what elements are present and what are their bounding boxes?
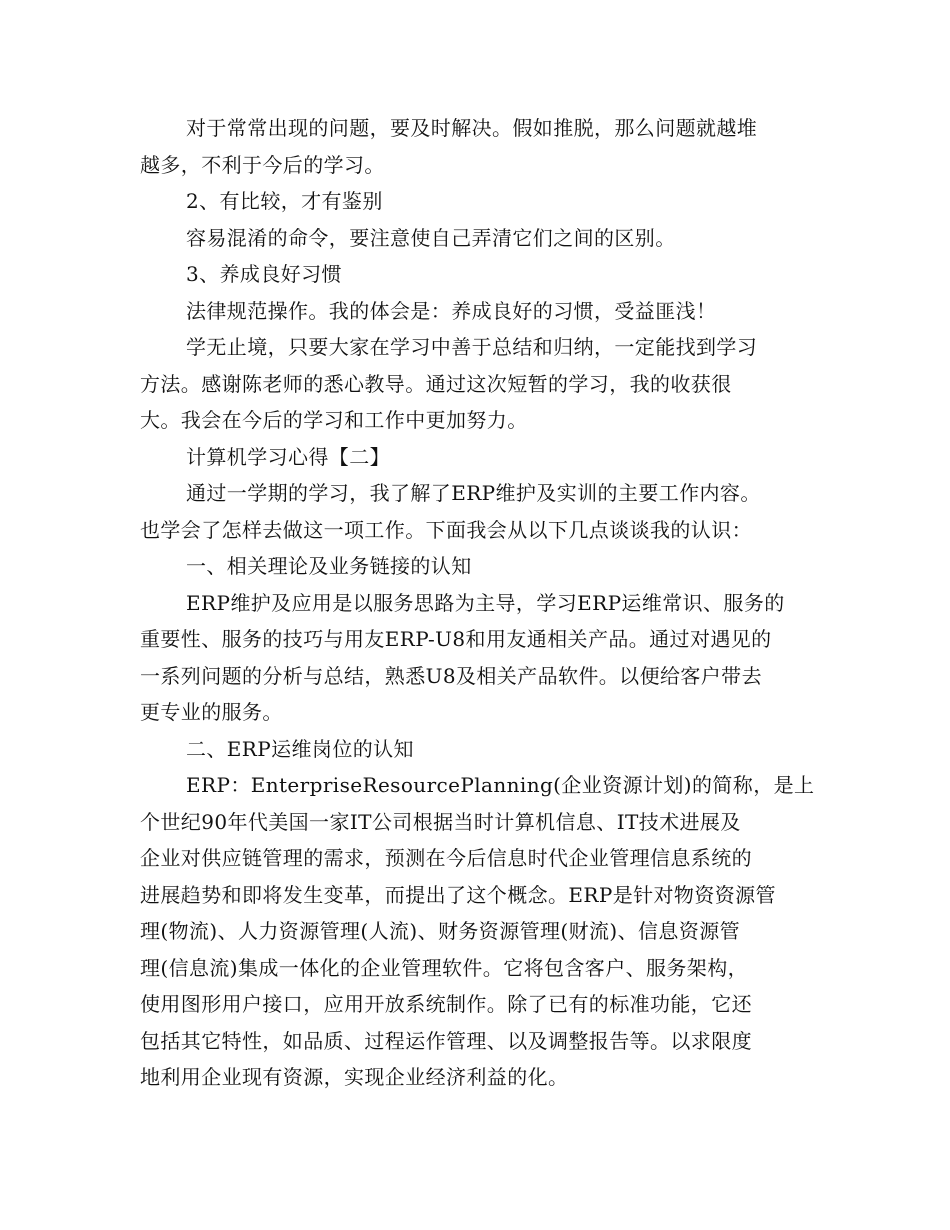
- text-line: 地利用企业现有资源，实现企业经济利益的化。: [140, 1065, 569, 1089]
- text-line: 进展趋势和即将发生变革，而提出了这个概念。ERP是针对物资资源管: [140, 882, 776, 907]
- paragraph: [140, 293, 810, 330]
- text-line: 3、养成良好习惯: [186, 262, 342, 286]
- text-line: 个世纪90年代美国一家IT公司根据当时计算机信息、IT技术进展及: [140, 809, 741, 834]
- text-line: 使用图形用户接口，应用开放系统制作。除了已有的标准功能，它还: [140, 992, 752, 1016]
- section-heading: [140, 548, 810, 585]
- paragraph: [140, 767, 815, 1096]
- text-line: 包括其它特性，如品质、过程运作管理、以及调整报告等。以求限度: [140, 1028, 752, 1053]
- text-line: 重要性、服务的技巧与用友ERP-U8和用友通相关产品。通过对遇见的: [140, 627, 772, 651]
- document-body: [140, 110, 815, 1096]
- text-line: 一系列问题的分析与总结，熟悉U8及相关产品软件。以便给客户带去: [140, 663, 762, 688]
- text-line: 2、有比较，才有鉴别: [186, 189, 383, 213]
- text-line: 更专业的服务。: [140, 700, 283, 724]
- text-line: 一、相关理论及业务链接的认知: [186, 554, 472, 578]
- text-line: 二、ERP运维岗位的认知: [186, 736, 414, 761]
- text-line: ERP维护及应用是以服务思路为主导，学习ERP运维常识、服务的: [186, 590, 785, 615]
- section-heading: [140, 256, 810, 293]
- text-line: ERP：EnterpriseResourcePlanning(企业资源计划)的简称，是上: [186, 773, 815, 797]
- paragraph: [140, 220, 810, 257]
- paragraph: [140, 475, 810, 548]
- section-heading: [140, 731, 810, 768]
- section-heading: [140, 183, 810, 220]
- paragraph: [140, 329, 810, 439]
- text-line: 也学会了怎样去做这一项工作。下面我会从以下几点谈谈我的认识：: [140, 517, 752, 542]
- text-line: 企业对供应链管理的需求，预测在今后信息时代企业管理信息系统的: [140, 846, 752, 870]
- text-line: 通过一学期的学习，我了解了ERP维护及实训的主要工作内容。: [186, 481, 761, 505]
- text-line: 方法。感谢陈老师的悉心教导。通过这次短暂的学习，我的收获很: [140, 371, 732, 396]
- text-line: 计算机学习心得【二】: [186, 444, 390, 469]
- text-line: 对于常常出现的问题，要及时解决。假如推脱，那么问题就越堆: [186, 116, 758, 140]
- paragraph: [140, 110, 810, 183]
- text-line: 学无止境，只要大家在学习中善于总结和归纳，一定能找到学习: [186, 335, 758, 359]
- text-line: 理(物流)、人力资源管理(人流)、财务资源管理(财流)、信息资源管: [140, 919, 741, 943]
- paragraph: [140, 585, 810, 731]
- article-title: [140, 439, 810, 476]
- text-line: 法律规范操作。我的体会是：养成良好的习惯，受益匪浅！: [186, 298, 717, 323]
- text-line: 容易混淆的命令，要注意使自己弄清它们之间的区别。: [186, 225, 676, 250]
- text-line: 大。我会在今后的学习和工作中更加努力。: [140, 408, 528, 432]
- text-line: 越多，不利于今后的学习。: [140, 152, 385, 177]
- text-line: 理(信息流)集成一体化的企业管理软件。它将包含客户、服务架构，: [140, 955, 749, 980]
